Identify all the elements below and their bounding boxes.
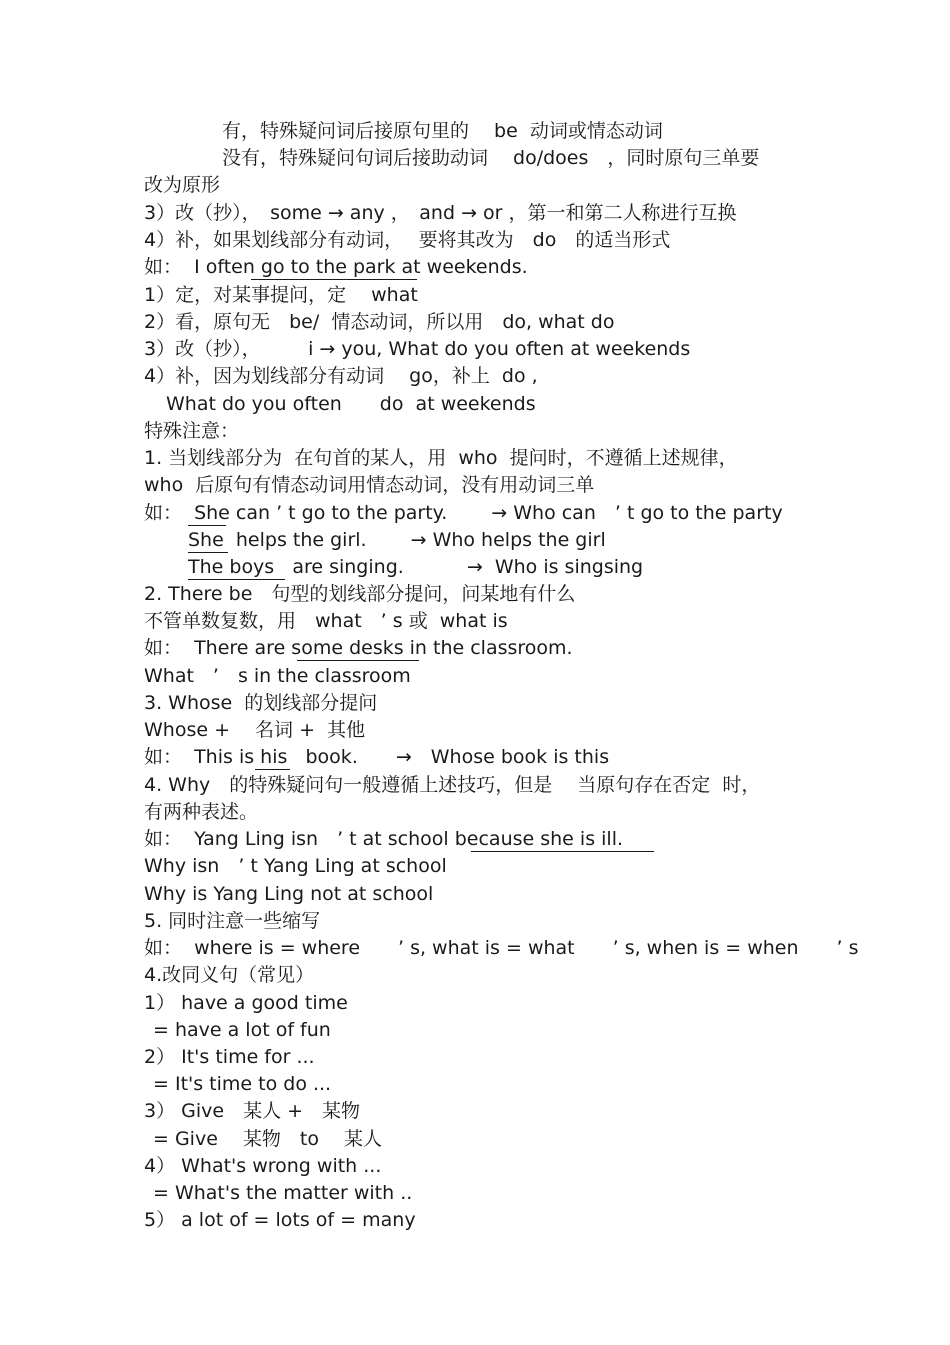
example-line: 如： She can ’ t go to the party. → Who can ’ t go to the party bbox=[144, 502, 783, 524]
text-line: 1） have a good time bbox=[144, 992, 348, 1014]
text-line: What do you often do at weekends bbox=[166, 393, 536, 415]
text-line: 5） a lot of = lots of = many bbox=[144, 1209, 416, 1231]
text-line: 4） What's wrong with ... bbox=[144, 1155, 382, 1177]
underline bbox=[251, 279, 417, 280]
text-line: 3） Give 某人 + 某物 bbox=[144, 1100, 361, 1122]
text-line: 5. 同时注意一些缩写 bbox=[144, 910, 321, 932]
text-line: 4. Why 的特殊疑问句一般遵循上述技巧，但是 当原句存在否定 时， bbox=[144, 774, 761, 796]
text-line: 4）补，因为划线部分有动词 go，补上 do , bbox=[144, 365, 538, 387]
text-line: 2） It's time for ... bbox=[144, 1046, 315, 1068]
text-line: 2. There be 句型的划线部分提问，问某地有什么 bbox=[144, 583, 576, 605]
text-line: = What's the matter with .. bbox=[153, 1182, 413, 1204]
text-line: who 后原句有情态动词用情态动词，没有用动词三单 bbox=[144, 474, 595, 496]
underline bbox=[188, 525, 226, 526]
text-line: 改为原形 bbox=[144, 174, 221, 196]
example-line: She helps the girl. → Who helps the girl bbox=[188, 529, 606, 551]
example-line: 如： This is his book. → Whose book is this bbox=[144, 746, 610, 768]
text-line: 不管单数复数，用 what ’ s 或 what is bbox=[144, 610, 508, 632]
text-line: 2）看，原句无 be/ 情态动词，所以用 do, what do bbox=[144, 311, 615, 333]
text-line: Why is Yang Ling not at school bbox=[144, 883, 434, 905]
text-line: What ’ s in the classroom bbox=[144, 665, 411, 687]
text-line: 3）改（抄）， i → you, What do you often at weekends bbox=[144, 338, 691, 360]
underline bbox=[188, 579, 285, 580]
text-line: 3）改（抄）， some → any ， and → or ，第一和第二人称进行互换 bbox=[144, 202, 737, 224]
section-heading: 特殊注意： bbox=[144, 420, 240, 442]
example-line: 如： Yang Ling isn ’ t at school because she is ill. bbox=[144, 828, 624, 850]
text-line: 1）定，对某事提问，定 what bbox=[144, 284, 418, 306]
text-line: Why isn ’ t Yang Ling at school bbox=[144, 855, 447, 877]
text-line: = Give 某物 to 某人 bbox=[153, 1128, 383, 1150]
underline bbox=[188, 552, 228, 553]
underline bbox=[297, 660, 419, 661]
text-line: 有，特殊疑问词后接原句里的 be 动词或情态动词 bbox=[222, 120, 663, 142]
text-line: Whose + 名词 + 其他 bbox=[144, 719, 366, 741]
text-line: 3. Whose 的划线部分提问 bbox=[144, 692, 378, 714]
example-line: 如： where is = where ’ s, what is = what ’ s, when is = when ’ s bbox=[144, 937, 859, 959]
text-line: 4）补，如果划线部分有动词， 要将其改为 do 的适当形式 bbox=[144, 229, 671, 251]
text-line: = have a lot of fun bbox=[153, 1019, 331, 1041]
underline bbox=[471, 851, 654, 852]
underline bbox=[255, 769, 290, 770]
text-line: = It's time to do ... bbox=[153, 1073, 332, 1095]
text-line: 有两种表述。 bbox=[144, 801, 259, 823]
example-line: 如： There are some desks in the classroom. bbox=[144, 637, 573, 659]
text-line: 没有，特殊疑问句词后接助动词 do/does ，同时原句三单要 bbox=[222, 147, 760, 169]
text-line: 1. 当划线部分为 在句首的某人，用 who 提问时，不遵循上述规律， bbox=[144, 447, 738, 469]
example-line: 如： I often go to the park at weekends. bbox=[144, 256, 528, 278]
section-heading: 4.改同义句（常见） bbox=[144, 964, 315, 986]
example-line: The boys are singing. → Who is singsing bbox=[188, 556, 644, 578]
